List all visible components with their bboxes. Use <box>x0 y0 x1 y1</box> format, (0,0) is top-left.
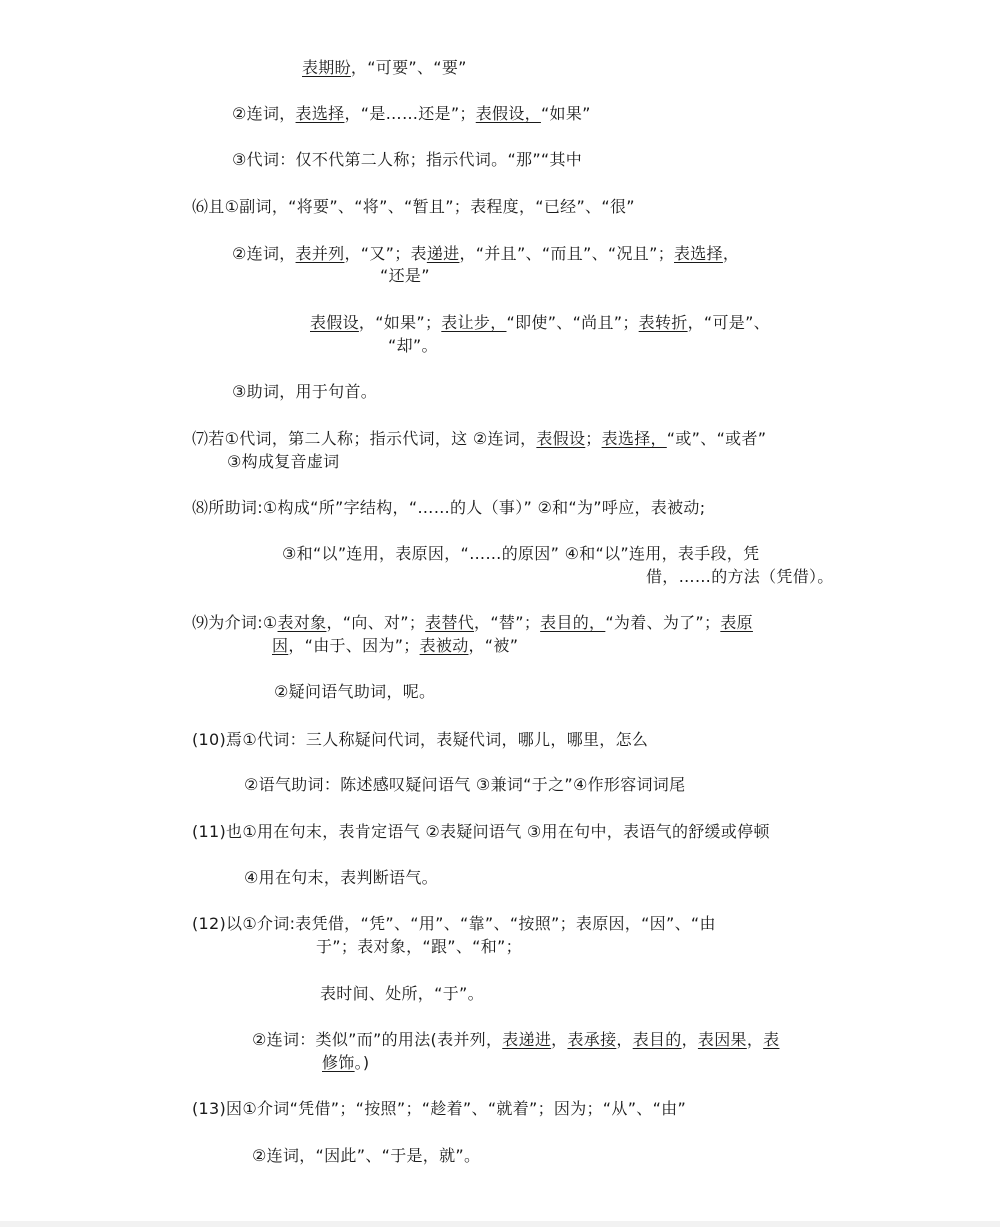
text-segment: ，“可是”、 <box>687 313 770 332</box>
bottom-edge <box>0 1221 1000 1227</box>
underlined-term: 表转折 <box>638 313 688 332</box>
text-segment: ，“又”；表 <box>344 244 427 263</box>
underlined-term: 表被动 <box>419 636 469 655</box>
underlined-term: 表期盼 <box>302 58 351 77</box>
line-25 <box>252 1029 779 1051</box>
line-8 <box>388 335 438 357</box>
underlined-term: 表承接 <box>567 1030 617 1049</box>
underlined-term: 表选择 <box>295 104 345 123</box>
text-segment: ， <box>616 1030 633 1049</box>
text-segment: 借，……的方法（凭借）。 <box>646 567 834 586</box>
line-9 <box>232 381 377 403</box>
text-segment: (10)焉①代词：三人称疑问代词，表疑代词，哪儿，哪里，怎么 <box>192 730 649 749</box>
text-segment: ， <box>722 244 740 263</box>
underlined-term: 表 <box>763 1030 780 1049</box>
text-segment: “即使”、“尚且”； <box>506 313 639 332</box>
line-15 <box>192 612 753 634</box>
text-segment: ，“向、对”； <box>326 613 426 632</box>
text-segment: ⑼为介词:① <box>192 613 278 632</box>
line-7 <box>310 312 770 334</box>
text-segment: (11)也①用在句末，表肯定语气 ②表疑问语气 ③用在句中，表语气的舒缓或停顿 <box>192 822 770 841</box>
underlined-term: 表选择 <box>674 244 723 263</box>
line-1 <box>302 57 467 79</box>
text-segment: ⑹且①副词，“将要”、“将”、“暂且”；表程度，“已经”、“很” <box>192 197 635 216</box>
line-21 <box>244 867 438 889</box>
underlined-term: 表对象 <box>277 613 327 632</box>
text-segment: ②疑问语气助词，呢。 <box>274 682 436 701</box>
line-2 <box>232 103 591 125</box>
underlined-term: 表因果 <box>697 1030 747 1049</box>
text-segment: ， <box>551 1030 568 1049</box>
text-segment: ②连词，“因此”、“于是，就”。 <box>252 1146 481 1165</box>
text-segment: ③助词，用于句首。 <box>232 382 378 401</box>
text-segment: “如果” <box>540 104 591 123</box>
underlined-term: 表目的， <box>540 613 606 632</box>
line-18 <box>192 729 648 751</box>
text-segment: ③构成复音虚词 <box>227 452 340 471</box>
text-segment: ， <box>746 1030 764 1049</box>
text-segment: ，“如果”； <box>358 313 442 332</box>
line-3 <box>232 149 582 171</box>
line-13 <box>282 543 759 565</box>
text-segment: ； <box>585 429 602 448</box>
text-segment: ②语气助词：陈述感叹疑问语气 ③兼词“于之”④作形容词词尾 <box>244 775 686 794</box>
line-14 <box>646 566 834 588</box>
line-26 <box>322 1052 369 1074</box>
text-segment: ④用在句末，表判断语气。 <box>244 868 438 887</box>
line-16 <box>272 635 518 657</box>
text-segment: ③代词：仅不代第二人称；指示代词。“那”“其中 <box>232 150 583 169</box>
underlined-term: 表目的 <box>632 1030 682 1049</box>
underlined-term: 表假设， <box>475 104 541 123</box>
text-segment: “为着、为了”； <box>605 613 721 632</box>
line-4 <box>192 196 635 218</box>
text-segment: “还是” <box>380 266 430 285</box>
text-segment: ，“被” <box>468 636 519 655</box>
line-11 <box>227 451 339 473</box>
text-segment: ②连词， <box>232 104 296 123</box>
text-segment: ③和“以”连用，表原因，“……的原因” ④和“以”连用，表手段，凭 <box>282 544 760 563</box>
text-segment: 表时间、处所，“于”。 <box>320 984 484 1003</box>
underlined-term: 表假设 <box>310 313 359 332</box>
line-5 <box>232 243 739 265</box>
text-segment: 。) <box>354 1053 370 1072</box>
underlined-term: 表假设 <box>536 429 586 448</box>
underlined-term: 表递进 <box>502 1030 552 1049</box>
text-segment: ②连词， <box>232 244 296 263</box>
text-segment: ，“可要”、“要” <box>350 58 467 77</box>
text-segment: 于”；表对象，“跟”、“和”； <box>316 937 522 956</box>
text-segment: ，“由于、因为”； <box>288 636 420 655</box>
line-27 <box>192 1098 686 1120</box>
line-23 <box>316 936 522 958</box>
line-28 <box>252 1145 480 1167</box>
text-segment: ⑺若①代词，第二人称；指示代词，这 ②连词， <box>192 429 537 448</box>
line-12 <box>192 497 705 519</box>
text-segment: ，“替”； <box>474 613 541 632</box>
line-6 <box>380 265 430 287</box>
text-segment: ，“并且”、“而且”、“况且”； <box>459 244 674 263</box>
line-24 <box>320 983 484 1005</box>
text-segment: (12)以①介词:表凭借，“凭”、“用”、“靠”、“按照”；表原因，“因”、“由 <box>192 914 716 933</box>
underlined-term: 表让步， <box>441 313 507 332</box>
line-17 <box>274 681 435 703</box>
underlined-term: 表替代 <box>425 613 475 632</box>
line-20 <box>192 821 770 843</box>
line-22 <box>192 913 716 935</box>
underlined-term: 表选择， <box>601 429 667 448</box>
underlined-term: 修饰 <box>322 1053 355 1072</box>
text-segment: ，“是……还是”； <box>344 104 476 123</box>
text-segment: ②连词：类似”而”的用法(表并列， <box>252 1030 503 1049</box>
text-segment: (13)因①介词“凭借”；“按照”；“趁着”、“就着”；因为；“从”、“由” <box>192 1099 687 1118</box>
text-segment: ， <box>681 1030 698 1049</box>
underlined-term: 表并列 <box>295 244 345 263</box>
line-10 <box>192 428 766 450</box>
underlined-term: 因 <box>272 636 289 655</box>
underlined-term: 表原 <box>720 613 753 632</box>
text-segment: “却”。 <box>388 336 438 355</box>
text-segment: “或”、“或者” <box>666 429 767 448</box>
underlined-term: 递进 <box>426 244 460 263</box>
line-19 <box>244 774 685 796</box>
text-segment: ⑻所助词:①构成“所”字结构，“……的人（事）” ②和“为”呼应，表被动; <box>192 498 706 517</box>
